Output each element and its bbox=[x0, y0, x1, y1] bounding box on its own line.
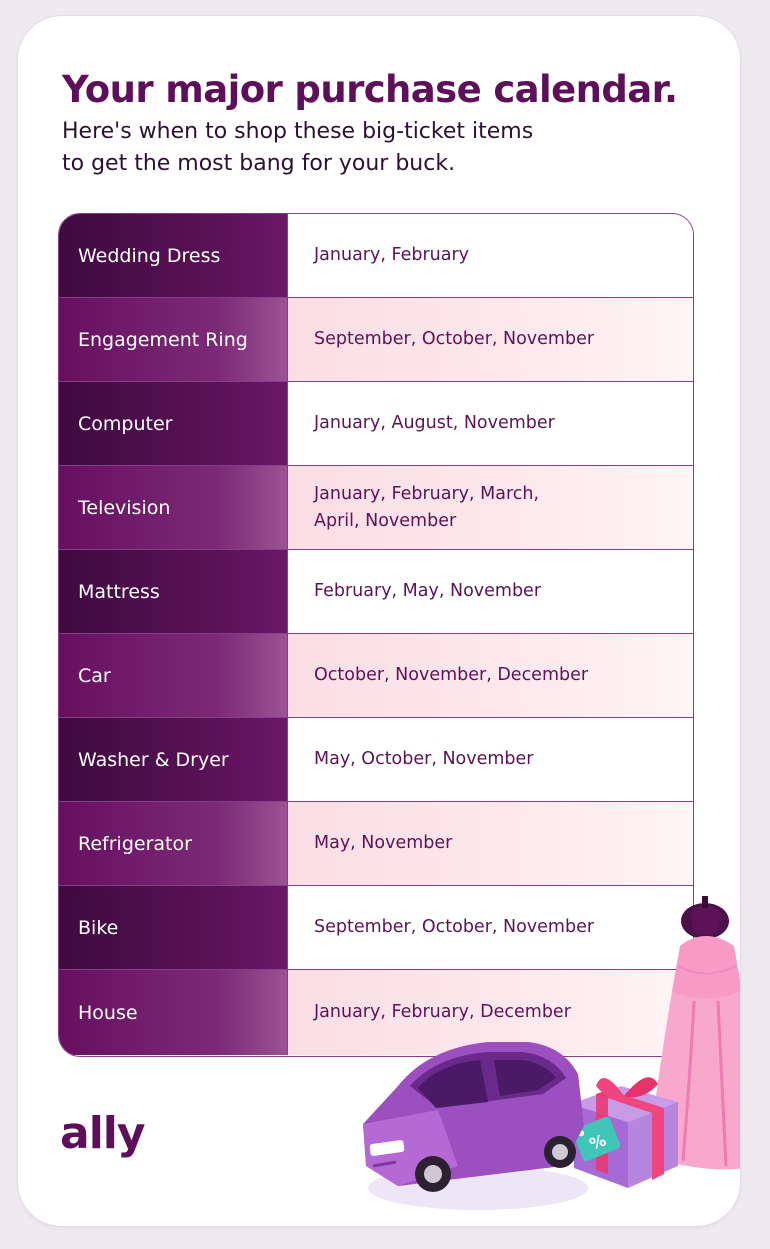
months-cell: September, October, November bbox=[287, 886, 693, 969]
page-title: Your major purchase calendar. bbox=[62, 68, 678, 111]
item-cell: Washer & Dryer bbox=[59, 718, 287, 801]
months-cell: September, October, November bbox=[287, 298, 693, 381]
subtitle-line-1: Here's when to shop these big-ticket items bbox=[62, 119, 534, 144]
item-cell: Wedding Dress bbox=[59, 214, 287, 297]
months-line-1: January, February, March, bbox=[314, 483, 540, 504]
item-cell: Engagement Ring bbox=[59, 298, 287, 381]
months-cell: October, November, December bbox=[287, 634, 693, 717]
months-line-2: April, November bbox=[314, 510, 457, 531]
ally-logo: ally bbox=[60, 1108, 145, 1159]
discount-tag-label: % bbox=[586, 1130, 609, 1154]
item-cell: Refrigerator bbox=[59, 802, 287, 885]
months-cell: January, August, November bbox=[287, 382, 693, 465]
illustration-layer bbox=[18, 16, 740, 1226]
item-cell: House bbox=[59, 970, 287, 1055]
infographic-card bbox=[18, 16, 740, 1226]
item-cell: Bike bbox=[59, 886, 287, 969]
months-cell: May, November bbox=[287, 802, 693, 885]
item-cell: Television bbox=[59, 466, 287, 549]
months-cell: May, October, November bbox=[287, 718, 693, 801]
subtitle-line-2: to get the most bang for your buck. bbox=[62, 151, 456, 176]
months-cell: January, February, December bbox=[287, 970, 693, 1055]
item-cell: Car bbox=[59, 634, 287, 717]
item-cell: Mattress bbox=[59, 550, 287, 633]
car-icon bbox=[363, 1042, 588, 1210]
months-cell: February, May, November bbox=[287, 550, 693, 633]
months-cell: January, February bbox=[287, 214, 693, 297]
item-cell: Computer bbox=[59, 382, 287, 465]
